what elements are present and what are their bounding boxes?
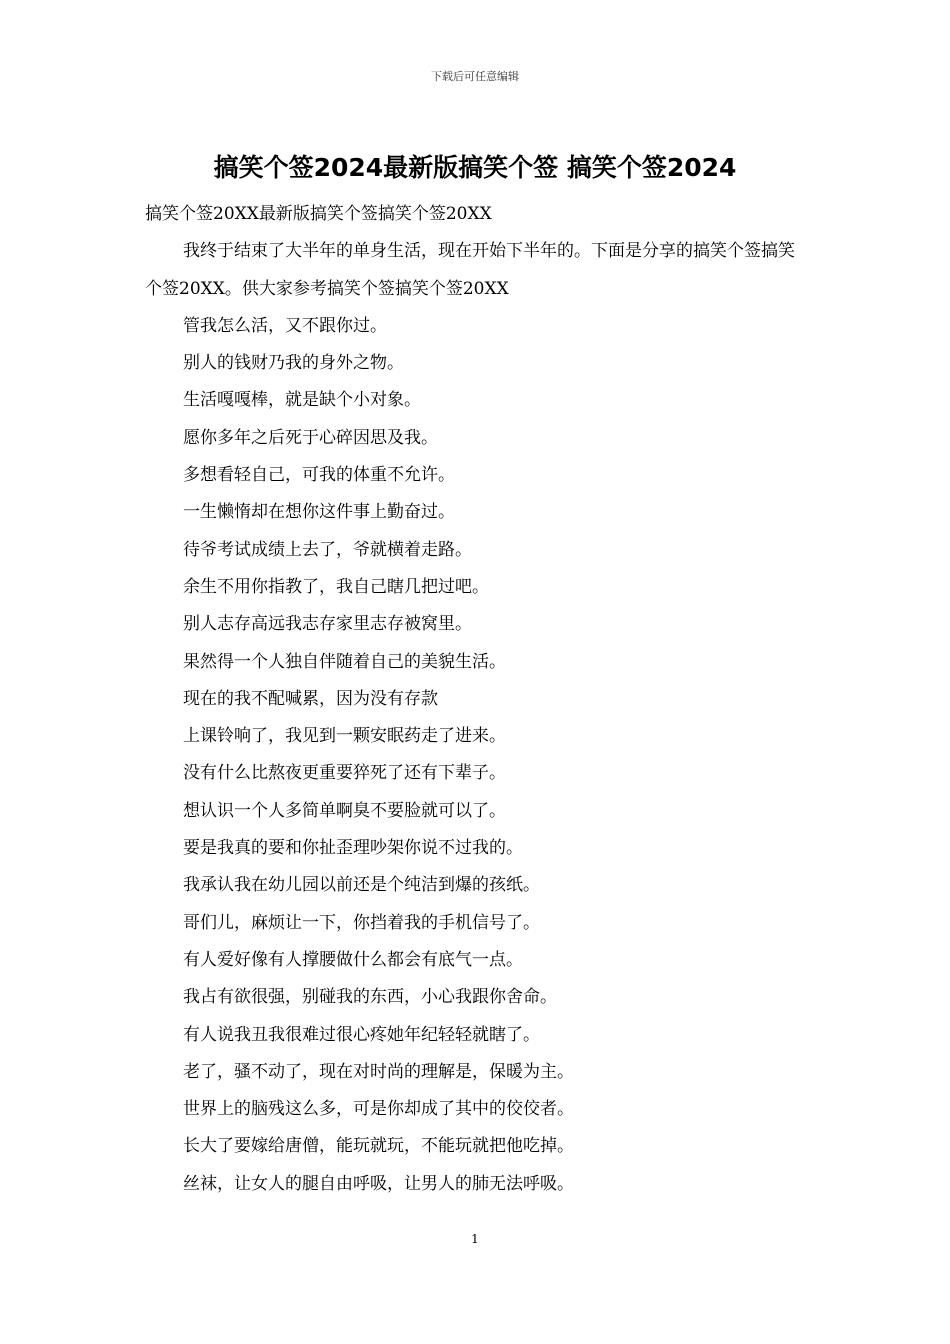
list-item: 现在的我不配喊累，因为没有存款	[183, 688, 438, 709]
list-item: 想认识一个人多简单啊臭不要脸就可以了。	[183, 800, 506, 821]
list-item: 待爷考试成绩上去了，爷就横着走路。	[183, 539, 472, 560]
list-item: 余生不用你指教了，我自己瞎几把过吧。	[183, 576, 489, 597]
list-item: 多想看轻自己，可我的体重不允许。	[183, 465, 455, 486]
list-item: 有人说我丑我很难过很心疼她年纪轻轻就瞎了。	[183, 1024, 540, 1045]
subtitle-line: 搞笑个签20XX最新版搞笑个签搞笑个签20XX	[145, 204, 492, 224]
list-item: 世界上的脑残这么多，可是你却成了其中的佼佼者。	[183, 1099, 574, 1120]
page-number: 1	[471, 1232, 479, 1246]
list-item: 管我怎么活，又不跟你过。	[183, 315, 387, 336]
intro-paragraph: 我终于结束了大半年的单身生活，现在开始下半年的。下面是分享的搞笑个签搞笑个签20XX。供大家参考搞笑个签搞笑个签20XX	[145, 241, 795, 299]
list-item: 要是我真的要和你扯歪理吵架你说不过我的。	[183, 838, 523, 859]
list-item: 果然得一个人独自伴随着自己的美貌生活。	[183, 651, 506, 672]
list-item: 生活嘎嘎棒，就是缺个小对象。	[183, 390, 421, 411]
list-item: 别人志存高远我志存家里志存被窝里。	[183, 614, 472, 635]
list-item: 丝袜，让女人的腿自由呼吸，让男人的肺无法呼吸。	[183, 1173, 574, 1194]
list-item: 我承认我在幼儿园以前还是个纯洁到爆的孩纸。	[183, 875, 540, 896]
document-body	[145, 196, 811, 1203]
document-title: 搞笑个签2024最新版搞笑个签 搞笑个签2024	[213, 153, 737, 182]
list-item: 有人爱好像有人撑腰做什么都会有底气一点。	[183, 949, 523, 970]
list-item: 没有什么比熬夜更重要猝死了还有下辈子。	[183, 763, 506, 784]
list-item: 哥们儿，麻烦让一下，你挡着我的手机信号了。	[183, 912, 540, 933]
list-item: 别人的钱财乃我的身外之物。	[183, 353, 404, 374]
list-item: 一生懒惰却在想你这件事上勤奋过。	[183, 502, 455, 523]
list-item: 上课铃响了，我见到一颗安眠药走了进来。	[183, 726, 506, 747]
list-item: 我占有欲很强，别碰我的东西，小心我跟你舍命。	[183, 987, 557, 1008]
list-item: 长大了要嫁给唐僧，能玩就玩，不能玩就把他吃掉。	[183, 1136, 574, 1157]
list-item: 愿你多年之后死于心碎因思及我。	[183, 427, 438, 448]
header-note: 下载后可任意编辑	[431, 70, 519, 83]
list-item: 老了，骚不动了，现在对时尚的理解是，保暖为主。	[183, 1061, 574, 1082]
